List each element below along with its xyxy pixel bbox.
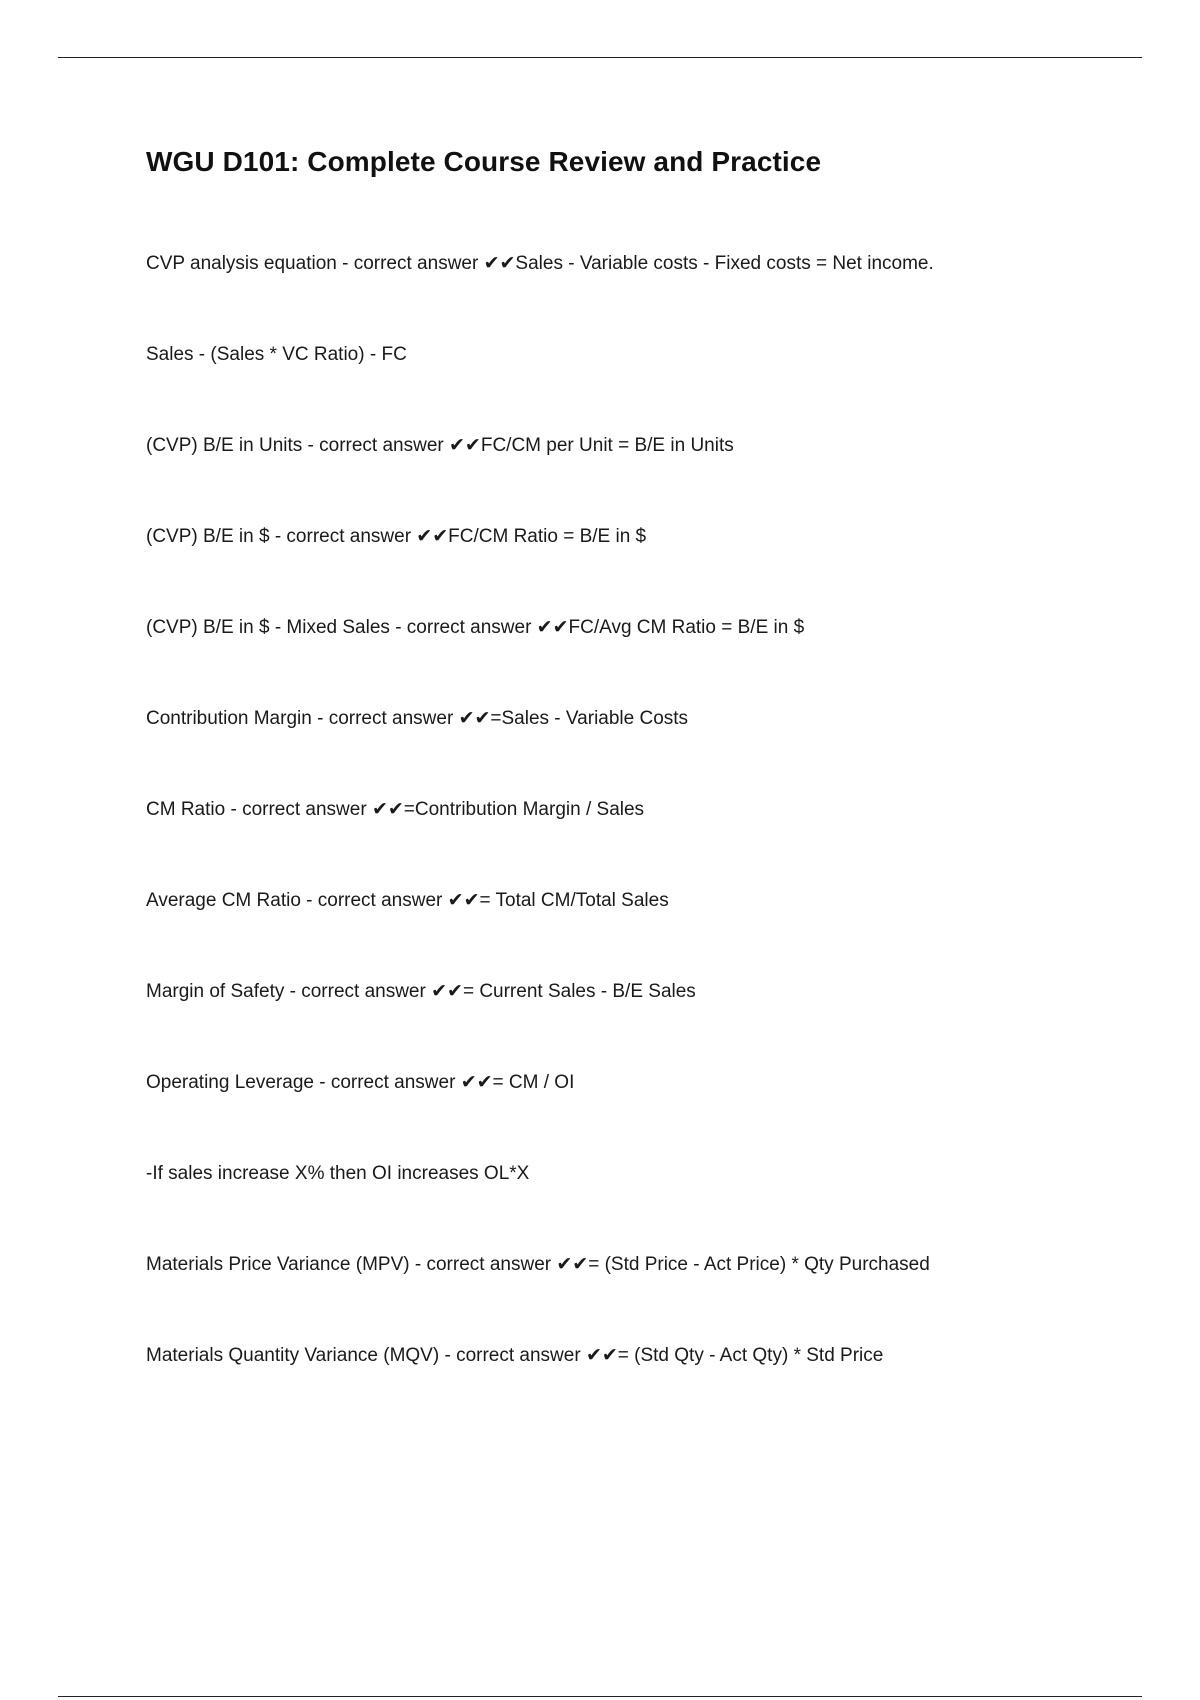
definition-line: CVP analysis equation - correct answer ✔✔Sales - Variable costs - Fixed costs = Net income. [146,253,934,274]
definition-line: Average CM Ratio - correct answer ✔✔= Total CM/Total Sales [146,890,669,911]
definition-line: -If sales increase X% then OI increases OL*X [146,1163,530,1184]
top-divider [58,57,1142,58]
definition-line: Sales - (Sales * VC Ratio) - FC [146,344,407,365]
definition-line: Contribution Margin - correct answer ✔✔=Sales - Variable Costs [146,708,689,729]
definition-line: (CVP) B/E in Units - correct answer ✔✔FC/CM per Unit = B/E in Units [146,435,734,456]
definition-line: Margin of Safety - correct answer ✔✔= Current Sales - B/E Sales [146,981,696,1002]
definition-line: (CVP) B/E in $ - correct answer ✔✔FC/CM Ratio = B/E in $ [146,526,647,547]
bottom-divider [58,1696,1142,1697]
definition-line: Operating Leverage - correct answer ✔✔= CM / OI [146,1072,575,1093]
page-title: WGU D101: Complete Course Review and Practice [146,146,822,177]
definition-line: CM Ratio - correct answer ✔✔=Contribution Margin / Sales [146,799,645,820]
definition-line: Materials Quantity Variance (MQV) - correct answer ✔✔= (Std Qty - Act Qty) * Std Price [146,1345,884,1366]
definition-line: (CVP) B/E in $ - Mixed Sales - correct answer ✔✔FC/Avg CM Ratio = B/E in $ [146,617,805,638]
definition-line: Materials Price Variance (MPV) - correct answer ✔✔= (Std Price - Act Price) * Qty Purchased [146,1254,930,1275]
